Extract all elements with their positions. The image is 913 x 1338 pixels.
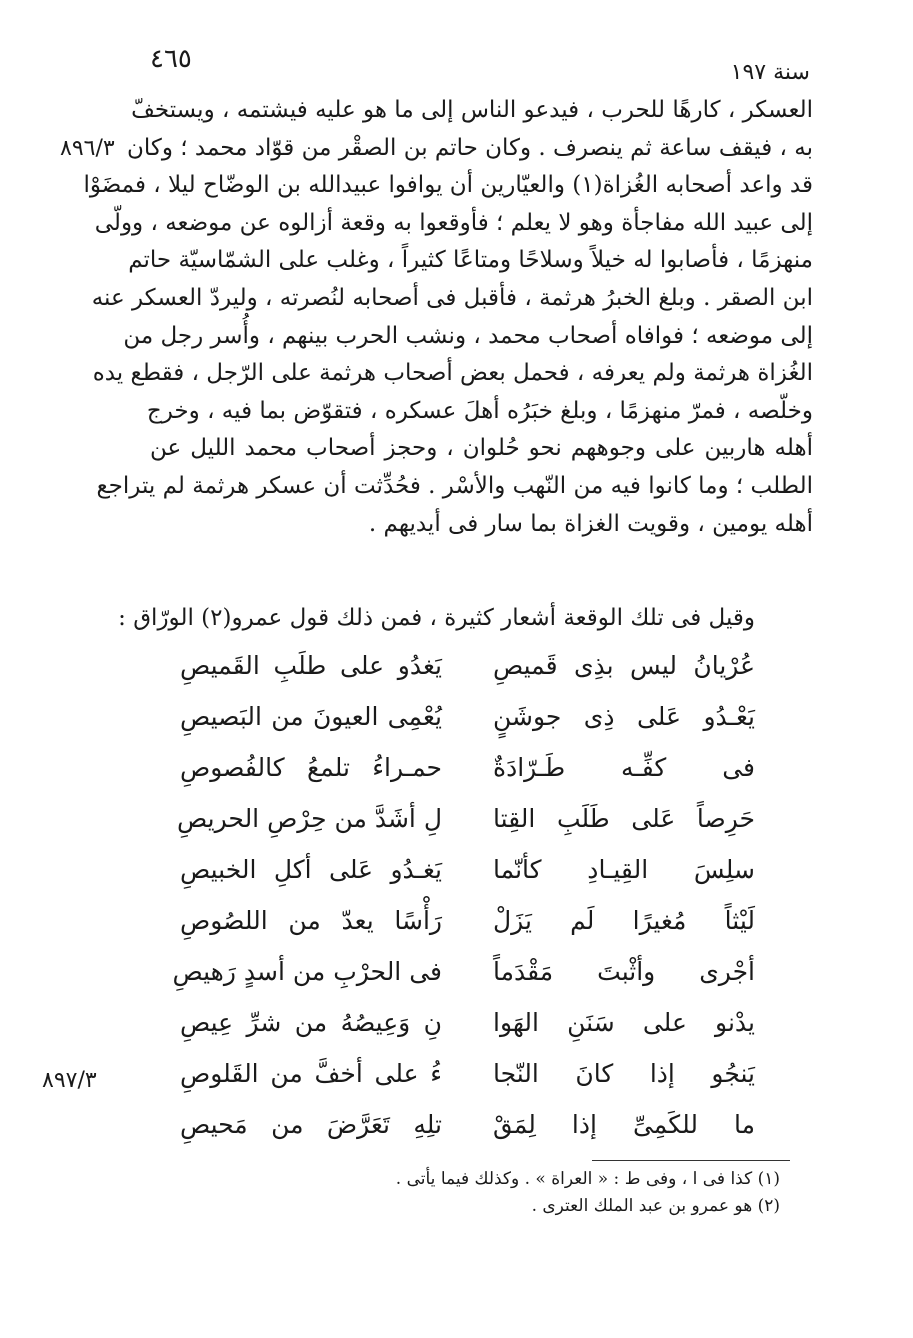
verse-introduction: وقيل فى تلك الوقعة أشعار كثيرة ، فمن ذلك قول عمرو(٢) الورّاق : [118, 605, 755, 631]
first-hemistich: حَرِصاً عَلى طَلَبِ القِتا [493, 804, 755, 833]
margin-reference: ٨٩٧/٣ [42, 1068, 97, 1093]
footnote-divider [592, 1160, 790, 1161]
second-hemistich: يُعْمِى العيونَ من البَصيصِ [180, 702, 442, 731]
footnote: (١) كذا فى ا ، وفى ط : « العراة » . وكذلك فيما يأتى . [395, 1169, 780, 1189]
text-line: ابن الصقر . وبلغ الخبرُ هرثمة ، فأقبل فى أصحابه لنُصرته ، وليردّ العسكر عنه [91, 284, 813, 311]
second-hemistich: رَأْسًا يعدّ من اللصُوصِ [180, 906, 442, 935]
first-hemistich: سلِسَ القِيـادِ كأنّما [493, 855, 755, 884]
poem [172, 640, 755, 1150]
verse [180, 691, 755, 742]
first-hemistich: يَنجُو إذا كانَ النّجا [493, 1059, 755, 1088]
first-hemistich: يدْنو على سَنَنِ الهَوا [493, 1008, 755, 1037]
second-hemistich: يَغـدُو عَلى أكلِ الخبيصِ [180, 855, 442, 884]
verse [180, 640, 755, 691]
text-line: العسكر ، كارهًا للحرب ، فيدعو الناس إلى ما هو عليه فيشتمه ، ويستخفّ [131, 97, 813, 123]
text-line: منهزمًا ، فأصابوا له خيلاً وسلاحًا ومتاعًا كثيراً ، وغلب على الشمّاسيّة حاتم [128, 247, 813, 274]
first-hemistich: يَعْـدُو عَلى ذِى جوشَنٍ [493, 702, 755, 731]
first-hemistich: عُرْيانُ ليس بذِى قَميصِ [493, 651, 755, 680]
text-line: به ، فيقف ساعة ثم ينصرف . وكان حاتم بن الصقْر من قوّاد محمد ؛ وكان [127, 134, 813, 161]
verse [180, 1048, 755, 1099]
first-hemistich: لَيْثاً مُغيرًا لَم يَزَلْ [493, 906, 755, 935]
verse [180, 997, 755, 1048]
margin-reference: ٨٩٦/٣ [60, 136, 115, 161]
running-head [150, 44, 810, 84]
verse [180, 844, 755, 895]
text-line: إلى موضعه ؛ فوافاه أصحاب محمد ، ونشب الحرب بينهم ، وأُسر رجل من [123, 322, 813, 349]
year-heading: سنة ١٩٧ [730, 60, 810, 85]
verse [172, 946, 755, 997]
verse [177, 793, 755, 844]
text-line: الغُزاة هرثمة ولم يعرفه ، فحمل بعض أصحاب هرثمة على الرّجل ، فقطع يده [92, 360, 813, 387]
second-hemistich: يَغدُو على طلَبِ القَميصِ [180, 651, 442, 680]
page-number: ٤٦٥ [150, 44, 192, 74]
second-hemistich: تلِهِ تَعَرَّضَ من مَحيصِ [180, 1110, 442, 1139]
verse [180, 895, 755, 946]
verse [180, 1099, 755, 1150]
second-hemistich: ءُ على أخفَّ من القَلوصِ [180, 1059, 442, 1088]
second-hemistich: نِ وَعِيصُهُ من شرِّ عِيصِ [180, 1008, 442, 1037]
first-hemistich: فى كفِّـه طَـرّادَةٌ [493, 753, 755, 782]
second-hemistich: فى الحرْبِ من أسدٍ رَهيصِ [172, 957, 442, 986]
text-line: أهله هاربين على وجوههم نحو حُلوان ، وحجز أصحاب محمد الليل عن [150, 435, 813, 462]
first-hemistich: أجْرى وأثْبتَ مَقْدَماً [493, 957, 755, 986]
text-line: الطلب ؛ وما كانوا فيه من النّهب والأسْر . فحُدِّثت أن عسكر هرثمة لم يتراجع [96, 472, 813, 499]
text-line: قد واعد أصحابه الغُزاة(١) والعيّارين أن يوافوا عبيدالله بن الوضّاح ليلا ، فمضَوْا [83, 172, 813, 199]
footnotes [300, 1166, 780, 1220]
verse [180, 742, 755, 793]
text-line: أهله يومين ، وقويت الغزاة بما سار فى أيديهم . [368, 510, 813, 537]
first-hemistich: ما للكَمِىِّ إذا لِمَقْ [493, 1110, 755, 1139]
second-hemistich: لِ أشَدَّ من حِرْصِ الحريصِ [177, 804, 442, 833]
text-line: وخلّصه ، فمرّ منهزمًا ، وبلغ خبَرُه أهلَ عسكره ، فتقوّض بما فيه ، وخرج [146, 397, 813, 424]
footnote: (٢) هو عمرو بن عبد الملك العترى . [531, 1196, 780, 1216]
second-hemistich: حمـراءُ تلمعُ كالفُصوصِ [180, 753, 442, 782]
text-line: إلى عبيد الله مفاجأة وهو لا يعلم ؛ فأوقعوا به وقعة أزالوه عن موضعه ، وولّى [94, 209, 813, 236]
